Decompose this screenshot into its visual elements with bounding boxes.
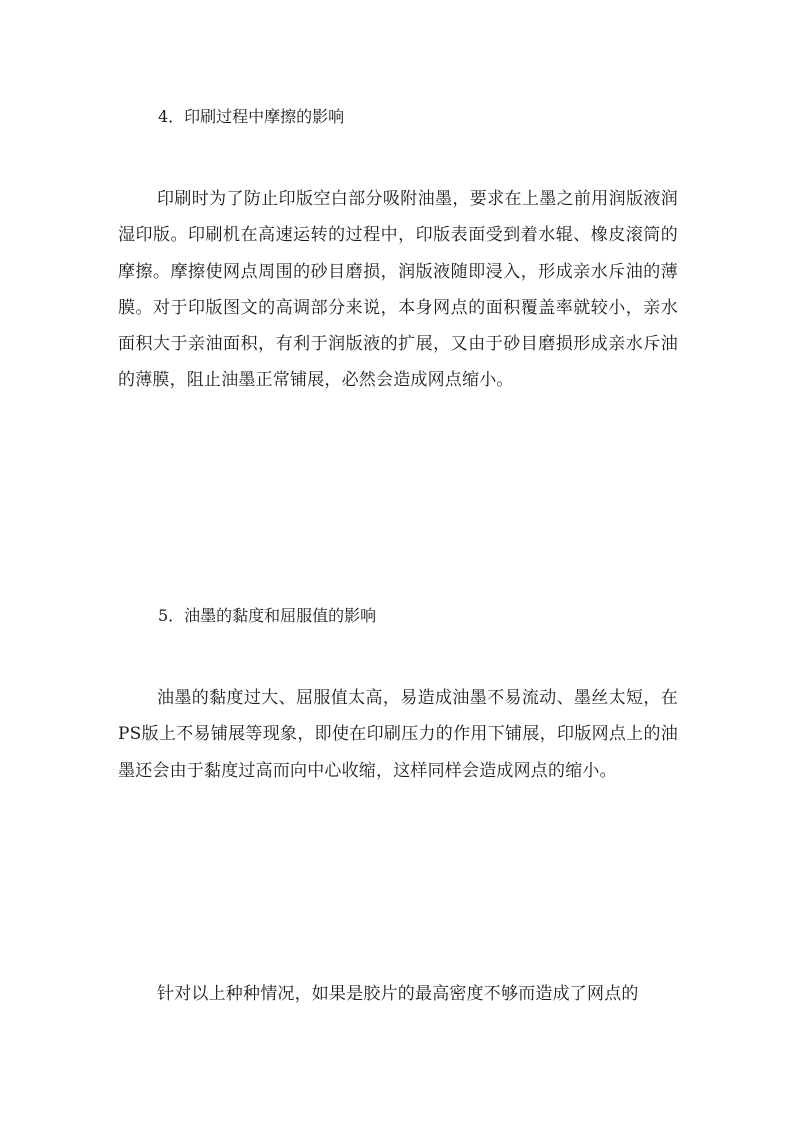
section-4-paragraph: 印刷时为了防止印版空白部分吸附油墨，要求在上墨之前用润版液润湿印版。印刷机在高速运转的过程中，印版表面受到着水辊、橡皮滚筒的摩擦。摩擦使网点周围的砂目磨损，润版液随即浸入，形成亲水斥油的薄膜。对于印版图文的高调部分来说，本身网点的面积覆盖率就较小，亲水面积大于亲油面积，有利于润版液的扩展，又由于砂目磨损形成亲水斥油的薄膜，阻止油墨正常铺展，必然会造成网点缩小。 xyxy=(118,189,678,391)
section-5-paragraph: 油墨的黏度过大、屈服值太高，易造成油墨不易流动、墨丝太短，在PS版上不易铺展等现象，即使在印刷压力的作用下铺展，印版网点上的油墨还会由于黏度过高而向中心收缩，这样同样会造成网点的缩小。 xyxy=(118,688,678,781)
section-5-heading: 5．油墨的黏度和屈服值的影响 xyxy=(158,606,377,625)
closing-paragraph: 针对以上种种情况，如果是胶片的最高密度不够而造成了网点的 xyxy=(157,984,639,1004)
section-4-heading: 4．印刷过程中摩擦的影响 xyxy=(158,107,345,126)
